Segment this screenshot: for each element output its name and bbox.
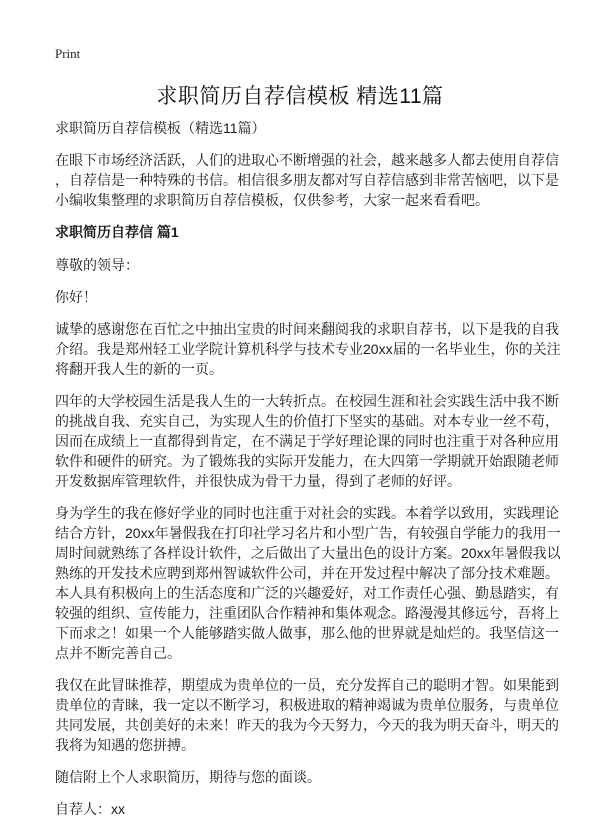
paragraph <box>55 319 561 379</box>
text-line: 你好！ <box>55 289 97 305</box>
text-line: 身为学生的我在修好学业的同时也注重于对社会的实践。本着学以致用，实践理论 <box>55 505 559 521</box>
paragraph <box>55 767 555 787</box>
text-line: 软件和硬件的研究。为了锻炼我的实际开发能力，在大四第一学期就开始跟随老师 <box>55 453 559 469</box>
text-line: 共同发展，共创美好的未来！昨天的我为今天努力，今天的我为明天奋斗，明天的 <box>55 717 559 733</box>
text-line: 小编收集整理的求职简历自荐信模板，仅供参考，大家一起来看看吧。 <box>55 192 489 208</box>
text-line: 点并不断完善自己。 <box>55 645 181 661</box>
paragraph <box>55 675 559 755</box>
text-line: 结合方针，20xx年暑假我在打印社学习名片和小型广告，有较强自学能力的我用一 <box>55 525 561 541</box>
text-line: 本人具有积极向上的生活态度和广泛的兴趣爱好，对工作责任心强、勤恳踏实，有 <box>55 585 559 601</box>
text-line: 诚挚的感谢您在百忙之中抽出宝贵的时间来翻阅我的求职自荐书，以下是我的自我 <box>55 321 559 337</box>
text-line: 熟练的开发技术应聘到郑州智诚软件公司，并在开发过程中解决了部分技术难题。 <box>55 565 559 581</box>
text-line: 下而求之！如果一个人能够踏实做人做事，那么他的世界就是灿烂的。我坚信这一 <box>55 625 559 641</box>
paragraph <box>55 118 555 138</box>
text-line: 在眼下市场经济活跃，人们的进取心不断增强的社会，越来越多人都去使用自荐信 <box>55 152 559 168</box>
page-title: 求职简历自荐信模板 精选11篇 <box>156 85 444 108</box>
text-line: 求职简历自荐信 篇1 <box>55 224 179 240</box>
text-line: 我将为知遇的您拼搏。 <box>55 737 195 753</box>
text-line: 将翻开我人生的新的一页。 <box>55 361 223 377</box>
text-line: 自荐人：xx <box>55 801 125 817</box>
text-line: 随信附上个人求职简历，期待与您的面谈。 <box>55 769 321 785</box>
paragraph <box>55 799 555 819</box>
paragraph <box>55 255 555 275</box>
text-line: ，自荐信是一种特殊的书信。相信很多朋友都对写自荐信感到非常苦恼吧，以下是 <box>55 172 559 188</box>
document-body <box>55 118 561 831</box>
text-line: 贵单位的青睐，我一定以不断学习，积极进取的精神竭诚为贵单位服务，与贵单位 <box>55 697 559 713</box>
paragraph <box>55 391 559 491</box>
section-heading <box>55 222 555 242</box>
text-line: 因而在成绩上一直都得到肯定，在不满足于学好理论课的同时也注重于对各种应用 <box>55 433 559 449</box>
text-line: 开发数据库管理软件，并很快成为骨干力量，得到了老师的好评。 <box>55 473 461 489</box>
paragraph <box>55 287 555 307</box>
paragraph <box>55 150 559 210</box>
paragraph <box>55 503 561 663</box>
text-line: 周时间就熟练了各样设计软件，之后做出了大量出色的设计方案。20xx年暑假我以 <box>55 545 561 561</box>
text-line: 介绍。我是郑州轻工业学院计算机科学与技术专业20xx届的一名毕业生，你的关注 <box>55 341 561 357</box>
text-line: 我仅在此冒昧推荐，期望成为贵单位的一员，充分发挥自己的聪明才智。如果能到 <box>55 677 559 693</box>
text-line: 尊敬的领导： <box>55 257 139 273</box>
text-line: 求职简历自荐信模板（精选11篇） <box>55 120 266 136</box>
text-line: 较强的组织、宣传能力，注重团队合作精神和集体观念。路漫漫其修远兮，吾将上 <box>55 605 559 621</box>
text-line: 四年的大学校园生活是我人生的一大转折点。在校园生涯和社会实践生活中我不断 <box>55 393 559 409</box>
print-link[interactable]: Print <box>55 46 81 61</box>
text-line: 的挑战自我、充实自己，为实现人生的价值打下坚实的基础。对本专业一丝不苟， <box>55 413 559 429</box>
